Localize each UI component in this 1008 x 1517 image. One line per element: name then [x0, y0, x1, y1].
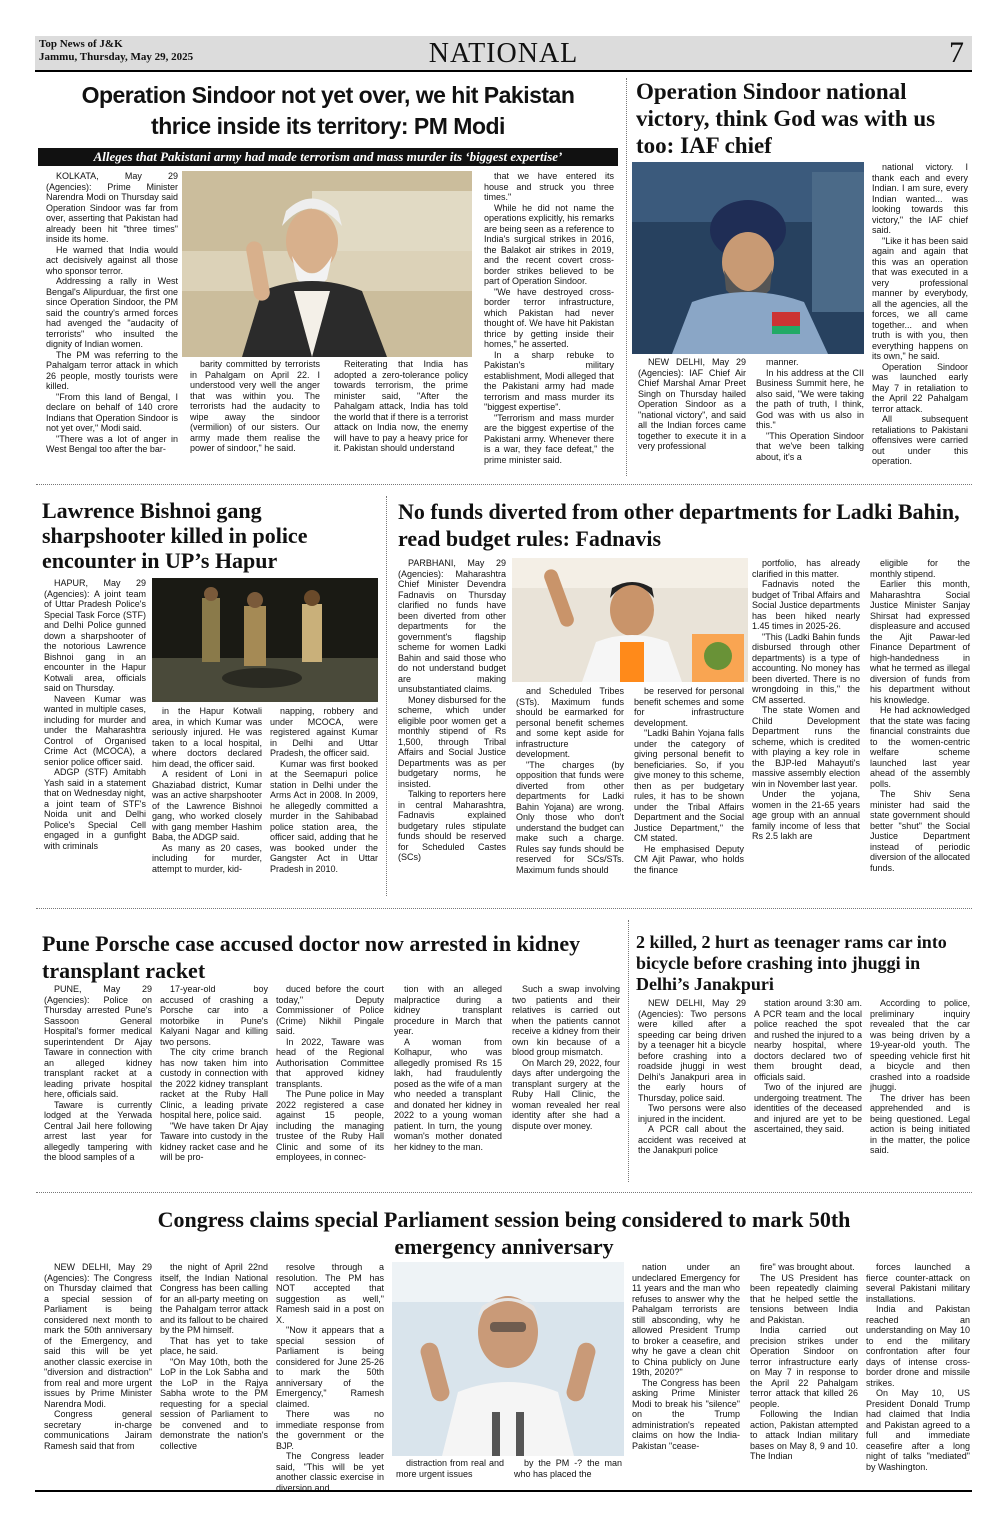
story7-col8: forces launched a fierce counter-attack on several Pakistani military installations. India and Pakistan reached an understanding on May 10 to end the military confrontation after four days of intense cross-border drone and missile strikes. On May 10, US President Donald Trump had claimed that India and Pakistan agreed to a full and immediate ceasefire after a long night of talks "mediated" by Washington. [866, 1262, 970, 1472]
story3-headline: Lawrence Bishnoi gang sharpshooter killed in police encounter in UP’s Hapur [42, 498, 308, 573]
paper-name: Top News of J&K [39, 38, 123, 50]
modi-figure-icon [182, 171, 472, 357]
story7-col7: fire" was brought about. The US President has been repeatedly claiming that he helped settle the tensions between India and Pakistan. India carried out precision strikes under Operation Sindoor on terror infrastructure early on May 7 in response to the April 22 Pahalgam terror attack that killed 26 people. Following the Indian action, Pakistan attempted to attack Indian military bases on May 8, 9 and 10. The Indian [750, 1262, 858, 1461]
story5-col3: duced before the court today," Deputy Commissioner of Police (Crime) Nikhil Pingale said. In 2022, Taware was head of the Regional Authorisation Committee that approved kidney transplants. The Pune police in May 2022 registered a case against 15 people, including the managing trustee of the Ruby Hall Clinic and some of its employees, in connec- [276, 984, 384, 1162]
fadnavis-photo [512, 558, 748, 682]
story5-col1: PUNE, May 29 (Agencies): Police on Thursday arrested Pune's Sassoon General Hospital's former medical superintendent Dr Ajay Taware in connection with an alleged kidney transplant racket at a leading private hospital here, officials said. Taware is currently lodged at the Yerwada Central Jail here following arrest last year for allegedly tampering with the blood samples of a [44, 984, 152, 1162]
story1-col2: barity committed by terrorists in Pahalgam on April 22. I understood very well the anger that was within you. The terrorists had the audacity to wipe away the sindoor (vermilion) of our sisters. Our army made them realise the power of sindoor," he said. [190, 359, 320, 453]
encounter-photo [152, 578, 378, 702]
story5-col5: Such a swap involving two patients and their relatives is carried out when the patients cannot receive a kidney from their own kin because of a blood group mismatch. On March 29, 2022, four days after undergoing the transplant surgery at the Ruby Hall Clinic, the woman revealed her real identity after she had a dispute over money. [512, 984, 620, 1131]
story7-col3: resolve through a resolution. The PM has NOT accepted that suggestion as well," Ramesh said in a post on X. "Now it appears that a special session of Parliament is being considered for June 25-26 to mark the 50th anniversary of the Emergency," Ramesh claimed. There was no immediate response from the government or the BJP. The Congress leader said, "This will be yet another classic exercise in diversion and [276, 1262, 384, 1493]
story5-col2: 17-year-old boy accused of crashing a Porsche car into a motorbike in Pune's Kalyani Nagar and killing two persons. The city crime branch has now taken him into custody in connection with the 2022 kidney transplant racket at the Ruby Hall Clinic, a leading private hospital here, police said. "We have taken Dr Ajay Taware into custody in the kidney racket case and he will be pro- [160, 984, 268, 1162]
story6-headline: 2 killed, 2 hurt as teenager rams car into bicycle before crashing into jhuggi in Delhi’s Janakpuri [636, 932, 947, 994]
story4-col4: portfolio, has already clarified in this matter. Fadnavis noted the budget of Tribal Affairs and Social Justice departments has been hiked nearly 1.45 times in 2025-26. "This (Ladki Bahin funds disbursed through other departments) is a type of accounting. No money has been diverted. There is no wrongdoing in this," the CM asserted. The state Women and Child Development Department runs the scheme, which is credited with playing a key role in the BJP-led Mahayuti's massive assembly election win in November last year. Under the yojana, women in the 21-65 years age group with an annual family income of less that Rs 2.5 lakh are [752, 558, 860, 841]
story7-col2: the night of April 22nd itself, the Indian National Congress has been calling for an all-party meeting on the Pahalgam terror attack and its fallout to be chaired by the PM himself. That has yet to take place, he said. "On May 10th, both the LoP in the Lok Sabha and the LoP in the Rajya Sabha wrote to the PM requesting for a special session of Parliament to be convened and to demonstrate the nation's collective [160, 1262, 268, 1451]
story4-col5: eligible for the monthly stipend. Earlier this month, Maharashtra Social Justice Minister Sanjay Shirsat had expressed displeasure and accused the Ajit Pawar-led Finance Department of high-handedness in what he termed as illegal diversion of funds from his department without his knowledge. He had acknowledged that the state was facing financial constraints due to the women-centric welfare scheme launched last year ahead of the assembly polls. The Shiv Sena minister had said the state government should better "shut" the Social Justice Department instead of periodic diversion of the allocated funds. [870, 558, 970, 873]
iaf-chief-photo [632, 162, 864, 354]
story5-headline: Pune Porsche case accused doctor now arrested in kidney transplant racket [42, 931, 581, 983]
jairam-ramesh-figure-icon [392, 1262, 624, 1456]
story1-col3: Reiterating that India has adopted a zero-tolerance policy towards terrorism, the prime minister said, "After the Pahalgam attack, India has told the world that if there is a terrorist attack on India now, the enemy will have to pay a heavy price for it. Pakistan should understand [334, 359, 468, 453]
story7-col1: NEW DELHI, May 29 (Agencies): The Congress on Thursday claimed that a special session of Parliament is being considered next month to mark the 50th anniversary of the Emergency, and said this will be yet another classic exercise in "diversion and distraction" from real and more urgent issues by Prime Minister Narendra Modi. Congress general secretary in-charge communications Jairam Ramesh said that from [44, 1262, 152, 1451]
iaf-chief-figure-icon [632, 162, 864, 354]
masthead [35, 36, 972, 72]
story7-headline: Congress claims special Parliament session being considered to mark 50th emergency anniversary [157, 1207, 851, 1259]
story4-col2: and Scheduled Tribes (STs). Maximum funds should be earmarked for personal benefit schemes and some kept aside for infrastructure development. "The charges (by opposition that funds were diverted from other departments for Ladki Bahin Yojana) are wrong. Only those who don't understand the budget can make such a charge. Rules say funds should be reserved for SCs/STs. Maximum funds should [516, 686, 624, 875]
story6-col2: station around 3:30 am. A PCR team and the local police reached the spot and rushed the injured to a nearby hospital, where doctors declared two of them brought dead, officials said. Two of the injured are undergoing treatment. The identities of the deceased and injured are yet to be ascertained, they said. [754, 998, 862, 1134]
story5-col4: tion with an alleged malpractice during a kidney transplant procedure in March that year. A woman from Kolhapur, who was allegedly promised Rs 15 lakh, had fraudulently posed as the wife of a man who needed a transplant and donated her kidney in 2022 to a young woman patient. In turn, the young woman's mother donated her kidney to the man. [394, 984, 502, 1152]
story6-col3: According to police, preliminary inquiry revealed that the car was being driven by a 19-year-old youth. The speeding vehicle first hit a bicycle and then crashed into a roadside jhuggi. The driver has been apprehended and is being questioned. Legal action is being initiated in the matter, the police said. [870, 998, 970, 1155]
story4-col3: be reserved for personal benefit schemes and some for infrastructure development. "Ladki Bahin Yojana falls under the category of giving personal benefit to beneficiaries. So, if you give money to this scheme, then as per budgetary rules, it has to be shown under the Tribal Affairs Department and the Social Justice Department," the CM stated. He emphasised Deputy CM Ajit Pawar, who holds the finance [634, 686, 744, 875]
story2-col3: national victory. I thank each and every Indian. I am sure, every Indian wanted... was looking towards this victory," the IAF chief said. "Like it has been said again and again that this was an operation that was executed in a very professional manner by everybody, all the agencies, all the forces, we all came together... and when truth is with you, then everything happens on its own," he said. Operation Sindoor was launched early May 7 in retaliation to the April 22 Pahalgam terror attack. All subsequent retaliations to Pakistani offensives were carried out under this operation. [872, 162, 968, 466]
story2-col1: NEW DELHI, May 29 (Agencies): IAF Chief Air Chief Marshal Amar Preet Singh on Thursday hailed Operation Sindoor as a "national victory", and said all the Indian forces came together to execute it in a very professional [638, 357, 746, 451]
section-title: NATIONAL [428, 38, 579, 69]
story3-col1: HAPUR, May 29 (Agencies): A joint team of Uttar Pradesh Police's Special Task Force (STF) and Delhi Police gunned down a sharpshooter of the notorious Lawrence Bishnoi gang in an encounter in the Hapur Kotwali area, officials said on Thursday. Naveen Kumar was wanted in multiple cases, including for murder and under the Maharashtra Control of Organised Crime Act (MCOCA), a senior police officer said. ADGP (STF) Amitabh Yash said in a statement that on Wednesday night, a joint team of STF's Noida unit and Delhi Police's Special Cell engaged in a gunfight with criminals [44, 578, 146, 851]
story7-col5: by the PM -? the man who has placed the [514, 1458, 622, 1479]
story1-strap: Alleges that Pakistani army had made terrorism and mass murder its ‘biggest expertise’ [38, 148, 618, 166]
story2-col2: manner. In his address at the CII Business Summit here, he also said, "We were taking the path of truth, I think, God was with us also in this." "This Operation Sindoor that we've been talking about, it's a [756, 357, 864, 462]
fadnavis-figure-icon [512, 558, 748, 682]
story4-col1: PARBHANI, May 29 (Agencies): Maharashtra Chief Minister Devendra Fadnavis on Thursday clarified no funds have been diverted from other departments for the government's flagship scheme for women Ladki Bahin and said those who do not understand budget are making unsubstantiated claims. Money disbursed for the scheme, which under eligible poor women get a monthly stipend of Rs 1,500, through Tribal Affairs and Social Justice Departments was as per budgetary norms, he insisted. Talking to reporters here in central Maharashtra, Fadnavis explained budgetary rules stipulate funds should be reserved for Scheduled Castes (SCs) [398, 558, 506, 862]
page-number: 7 [949, 36, 964, 69]
story1-col1: KOLKATA, May 29 (Agencies): Prime Minister Narendra Modi on Thursday said Operation Sindoor was far from over, asserting that Pakistan had already been hit "three times" inside its home. He warned that India would act decisively against all those who sponsor terror. Addressing a rally in West Bengal's Alipurduar, the first one since Operation Sindoor, the PM said the country's armed forces had avenged the "audacity of terrorists" who insulted the dignity of Indian women. The PM was referring to the Pahalgam terror attack in which 26 people, mostly tourists were killed. "From this land of Bengal, I declare on behalf of 140 crore Indians that Operation Sindoor is not yet over," Modi said. "There was a lot of anger in West Bengal too after the bar- [46, 171, 178, 454]
story4-headline: No funds diverted from other departments for Ladki Bahin, read budget rules: Fadnavis [398, 499, 960, 551]
story7-col6: nation under an undeclared Emergency for 11 years and the man who refuses to answer why the Pahalgam terrorists are still absconding, why he allowed President Trump to broker a ceasefire, and why he gave a clean chit to China publicly on June 19th, 2020?" The Congress has been asking Prime Minister Modi to break his "silence" on the Trump administration's repeated claims on how the India-Pakistan "cease- [632, 1262, 740, 1451]
story3-col3: napping, robbery and under MCOCA, were registered against Kumar in Delhi and Uttar Pradesh, the officer said. Kumar was first booked at the Seemapuri police station in Delhi under the Arms Act in 2008. In 2009, he allegedly committed a murder in the Sahibabad police station area, the officer said, adding that he was booked under the Gangster Act in Uttar Pradesh in 2010. [270, 706, 378, 874]
modi-photo [182, 171, 472, 357]
story7-col4: distraction from real and more urgent issues [396, 1458, 504, 1479]
story1-col4: that we have entered its house and struck you three times." While he did not name the operations explicitly, his remarks are being seen as a reference to India's surgical strikes in 2016, the Balakot air strikes in 2019, and the recent covert cross-border strikes believed to be part of Operation Sindoor. "We have destroyed cross-border terror infrastructure, which Pakistan had never thought of. We have hit Pakistan thrice by getting inside their homes," he asserted. In a sharp rebuke to Pakistan's military establishment, Modi alleged that the Pakistani army had made terrorism and mass murder its "biggest expertise". "Terrorism and mass murder are the biggest expertise of the Pakistani army. Whenever there is a war, they face defeat," the prime minister said. [484, 171, 614, 465]
jairam-ramesh-photo [392, 1262, 624, 1456]
story1-headline: Operation Sindoor not yet over, we hit Pakistan thrice inside its territory: PM Modi [81, 82, 575, 139]
encounter-scene-icon [152, 578, 378, 702]
bottom-rule [35, 1490, 972, 1492]
story2-headline: Operation Sindoor national victory, think God was with us too: IAF chief [636, 79, 936, 158]
story3-col2: in the Hapur Kotwali area, in which Kumar was seriously injured. He was taken to a local hospital, where doctors declared him dead, the officer said. A resident of Loni in Ghaziabad district, Kumar was an active sharpshooter of the Lawrence Bishnoi gang, who worked closely with gang member Hashim Baba, the ADGP said. As many as 20 cases, including for murder, attempt to murder, kid- [152, 706, 262, 874]
date-line: Jammu, Thursday, May 29, 2025 [39, 51, 194, 63]
story6-col1: NEW DELHI, May 29 (Agencies): Two persons were killed after a speeding car being driven by a teenager hit a bicycle before crashing into a roadside jhuggi in west Delhi's Janakpuri area in the early hours of Thursday, police said. Two persons were also injured in the incident. A PCR call about the accident was received at the Janakpuri police [638, 998, 746, 1155]
